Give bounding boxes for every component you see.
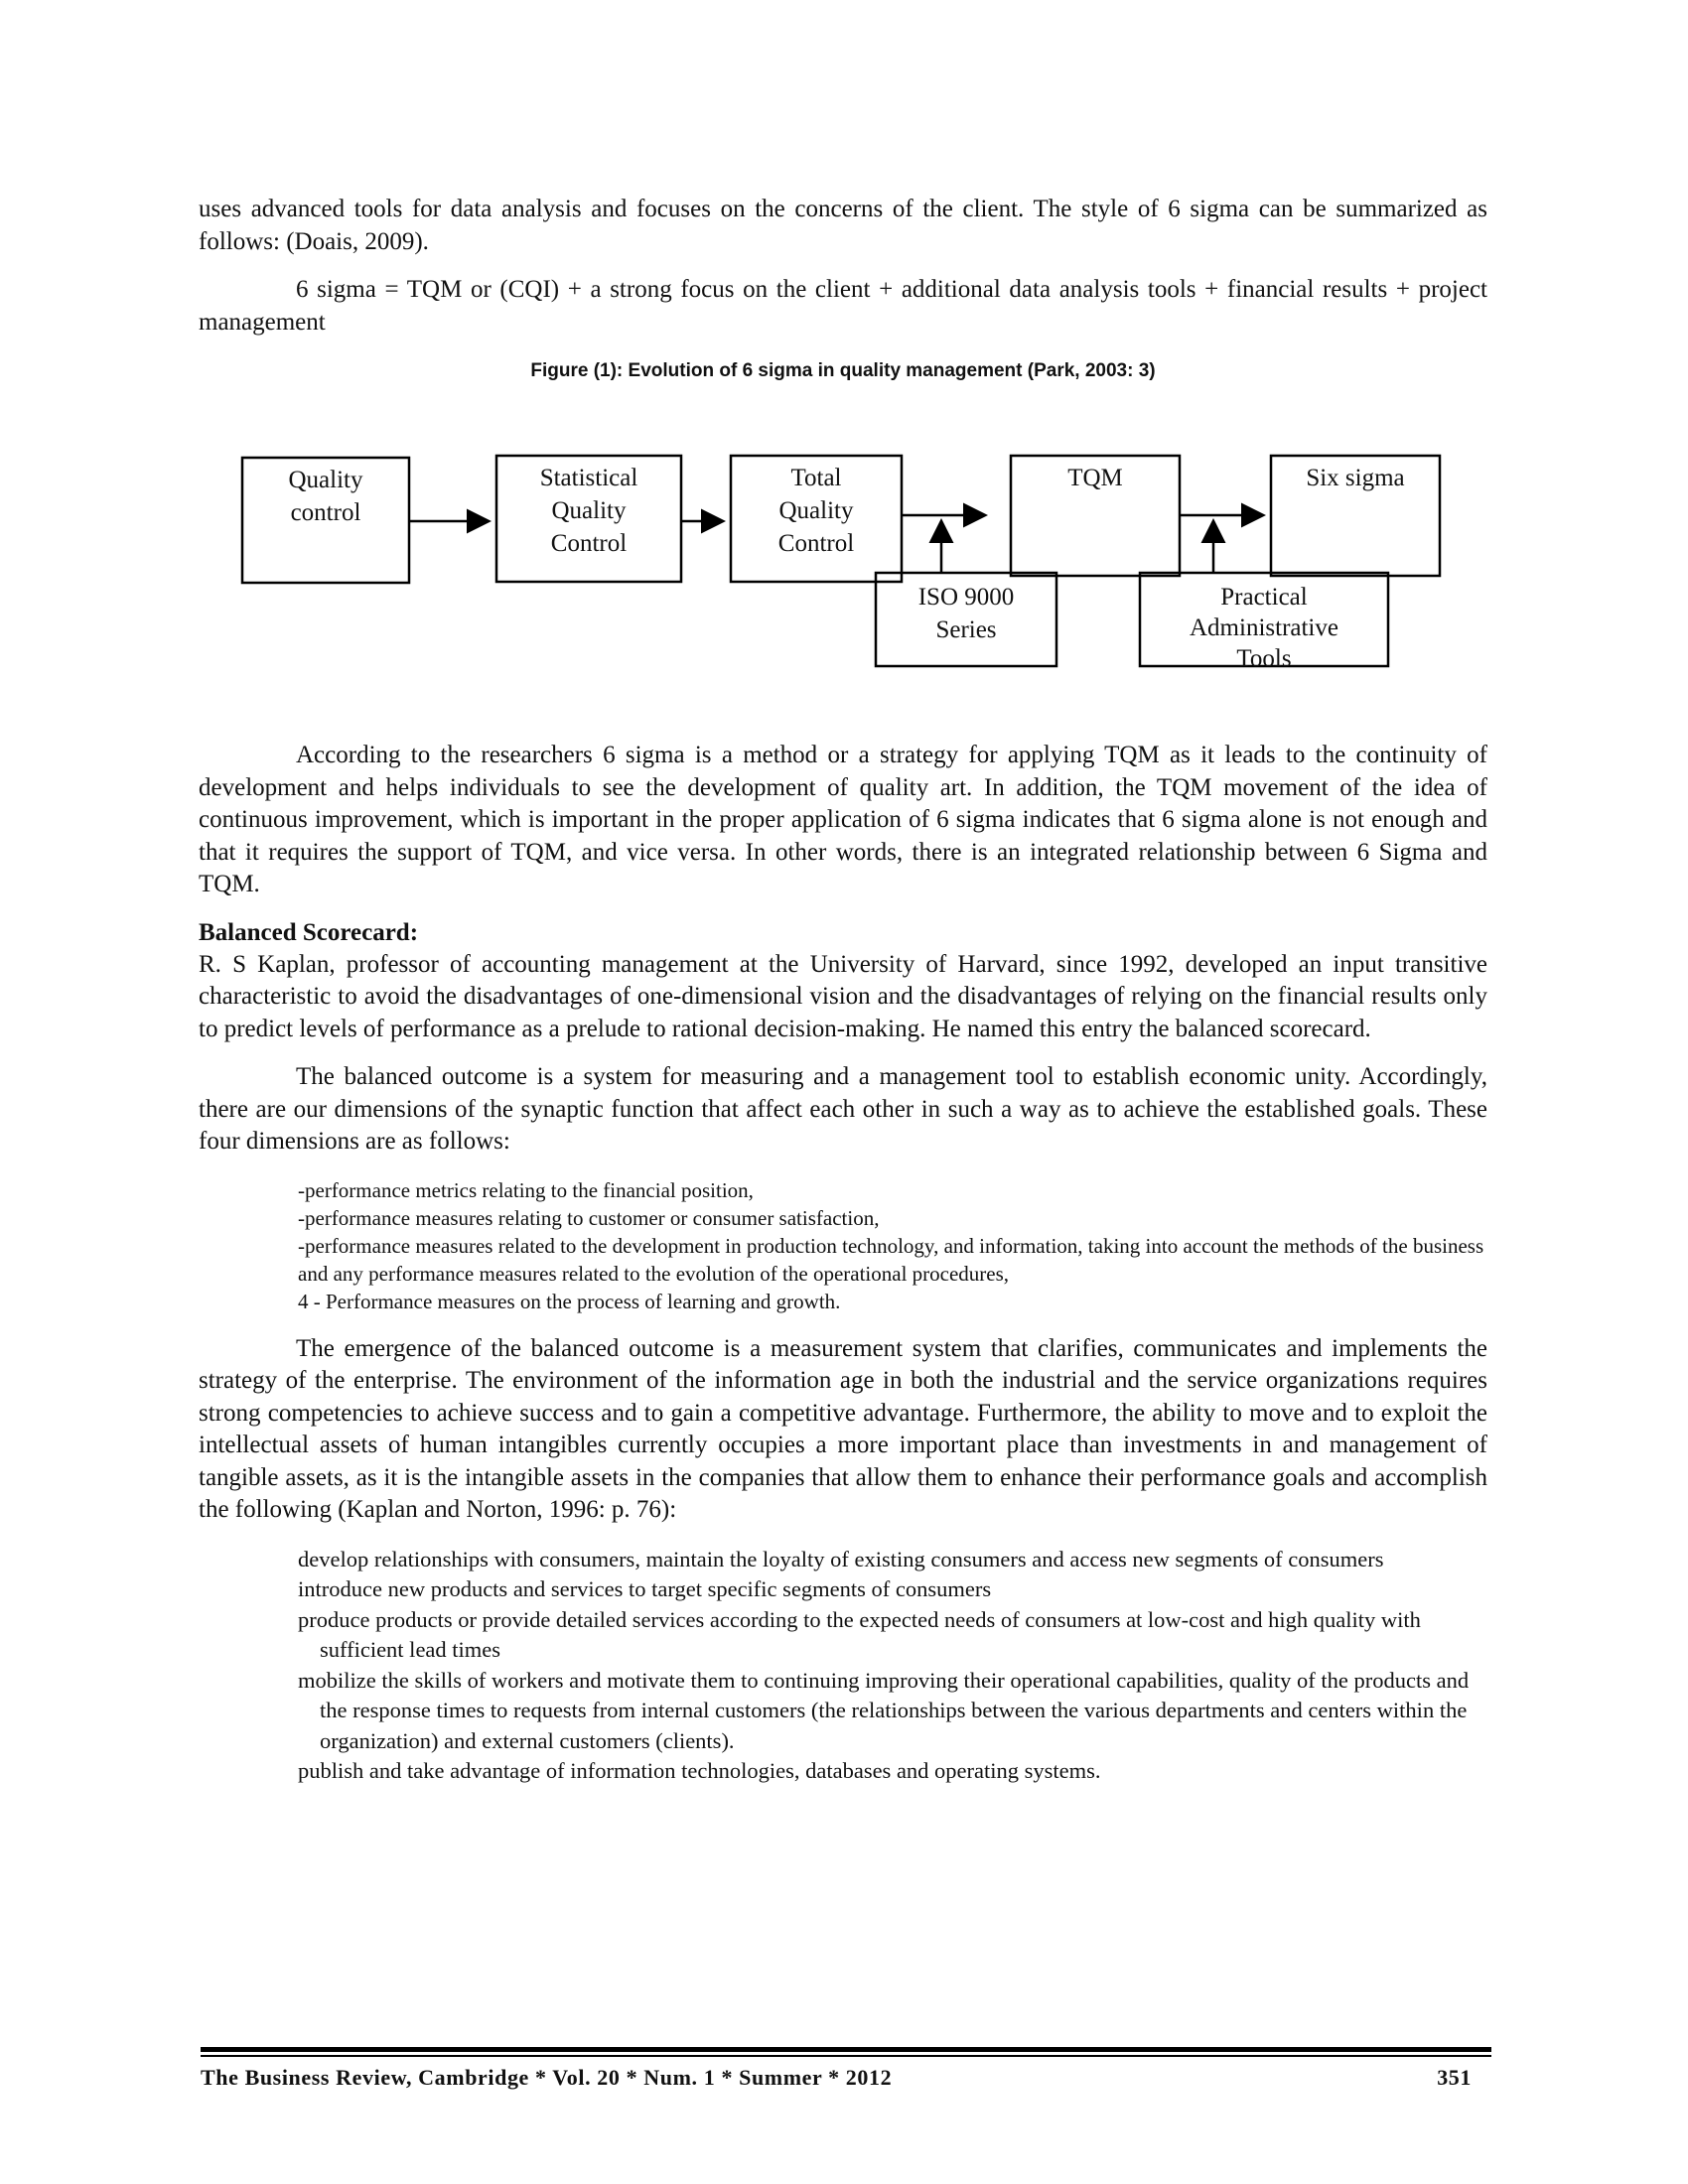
list-item: mobilize the skills of workers and motivate them to continuing improving their operational capabilities, quality of the products and the response times to requests from internal customers (the relationships between the various departments and centers within the organization) and external customers (clients). xyxy=(298,1667,1470,1753)
goals-list xyxy=(199,1545,1487,1787)
box-six-sigma-label: Six sigma xyxy=(1306,465,1405,491)
paragraph-emergence: The emergence of the balanced outcome is a measurement system that clarifies, communicates and implements the strategy of the enterprise. The environment of the information age in both the industrial and the service organizations requires strong competencies to achieve success and to gain a competitive advantage. Furthermore, the ability to move and to exploit the intellectual assets of human intangibles currently occupies a more important place than investments in and management of tangible assets, as it is the intangible assets in the companies that allow them to enhance their performance goals and accomplish the following (Kaplan and Norton, 1996: p. 76): xyxy=(199,1334,1487,1523)
box-quality-control-line1: Quality xyxy=(288,467,363,493)
paragraph-kaplan-text: R. S Kaplan, professor of accounting management at the University of Harvard, since 1992, developed an input transitive characteristic to avoid the disadvantages of one-dimensional vision and the disadvantages of relying on the financial results only to predict levels of performance as a prelude to rational decision-making. He named this entry the balanced scorecard. xyxy=(199,950,1487,1042)
figure-diagram-area xyxy=(199,382,1487,710)
box-practical-line1: Practical xyxy=(1220,584,1308,611)
list-item: -performance metrics relating to the financial position, xyxy=(298,1177,754,1202)
list-item: 4 - Performance measures on the process of learning and growth. xyxy=(298,1289,841,1313)
box-iso-line2: Series xyxy=(935,616,997,643)
box-tqc-line1: Total xyxy=(790,465,842,491)
page-body xyxy=(199,194,1487,1787)
box-sqc-line3: Control xyxy=(550,530,628,557)
box-tqc-line3: Control xyxy=(777,530,855,557)
box-tqc-line2: Quality xyxy=(778,497,854,524)
list-item: introduce new products and services to target specific segments of consumers xyxy=(298,1576,992,1601)
paragraph-kaplan xyxy=(199,949,1487,1046)
paragraph-balanced-outcome: The balanced outcome is a system for measuring and a management tool to establish economic unity. Accordingly, there are our dimensions of the synaptic function that affect each other in such a way as to achieve the established goals. These four dimensions are as follows: xyxy=(199,1063,1487,1155)
intro-paragraph-1: uses advanced tools for data analysis and focuses on the concerns of the client. The style of 6 sigma can be summarized as follows: (Doais, 2009). xyxy=(199,196,1487,255)
box-iso-line1: ISO 9000 xyxy=(917,584,1015,611)
evolution-diagram xyxy=(199,382,1489,710)
dimensions-list xyxy=(199,1176,1487,1315)
section-heading: Balanced Scorecard: xyxy=(199,918,419,946)
figure-caption: Figure (1): Evolution of 6 sigma in quality management (Park, 2003: 3) xyxy=(530,360,1156,381)
box-sqc-line1: Statistical xyxy=(539,465,638,491)
footer-rule-thin xyxy=(201,2055,1491,2057)
box-practical-line3: Tools xyxy=(1236,645,1292,672)
intro-paragraph-2: 6 sigma = TQM or (CQI) + a strong focus on the client + additional data analysis tools + financial results + project management xyxy=(199,276,1487,336)
list-item: -performance measures relating to customer or consumer satisfaction, xyxy=(298,1205,880,1230)
box-quality-control-line2: control xyxy=(290,499,361,526)
list-item: produce products or provide detailed services according to the expected needs of consumers at low-cost and high quality with sufficient lead times xyxy=(298,1606,1421,1662)
box-tqm-label: TQM xyxy=(1067,465,1123,491)
footer-rule-thick xyxy=(201,2047,1491,2052)
list-item: develop relationships with consumers, maintain the loyalty of existing consumers and access new segments of consumers xyxy=(298,1546,1384,1571)
page-number: 351 xyxy=(1437,2065,1472,2090)
box-sqc-line2: Quality xyxy=(551,497,627,524)
list-item: publish and take advantage of information technologies, databases and operating systems. xyxy=(298,1758,1101,1783)
journal-citation: The Business Review, Cambridge * Vol. 20 * Num. 1 * Summer * 2012 xyxy=(201,2065,893,2090)
box-practical-line2: Administrative xyxy=(1190,614,1338,641)
list-item: -performance measures related to the development in production technology, and information, taking into account the methods of the business and any performance measures related to the evolution of the operational procedures, xyxy=(298,1233,1484,1286)
paragraph-6sigma-tqm: According to the researchers 6 sigma is a method or a strategy for applying TQM as it leads to the continuity of development and helps individuals to see the development of quality art. In addition, the TQM movement of the idea of continuous improvement, which is important in the proper application of 6 sigma indicates that 6 sigma alone is not enough and that it requires the support of TQM, and vice versa. In other words, there is an integrated relationship between 6 Sigma and TQM. xyxy=(199,742,1487,897)
